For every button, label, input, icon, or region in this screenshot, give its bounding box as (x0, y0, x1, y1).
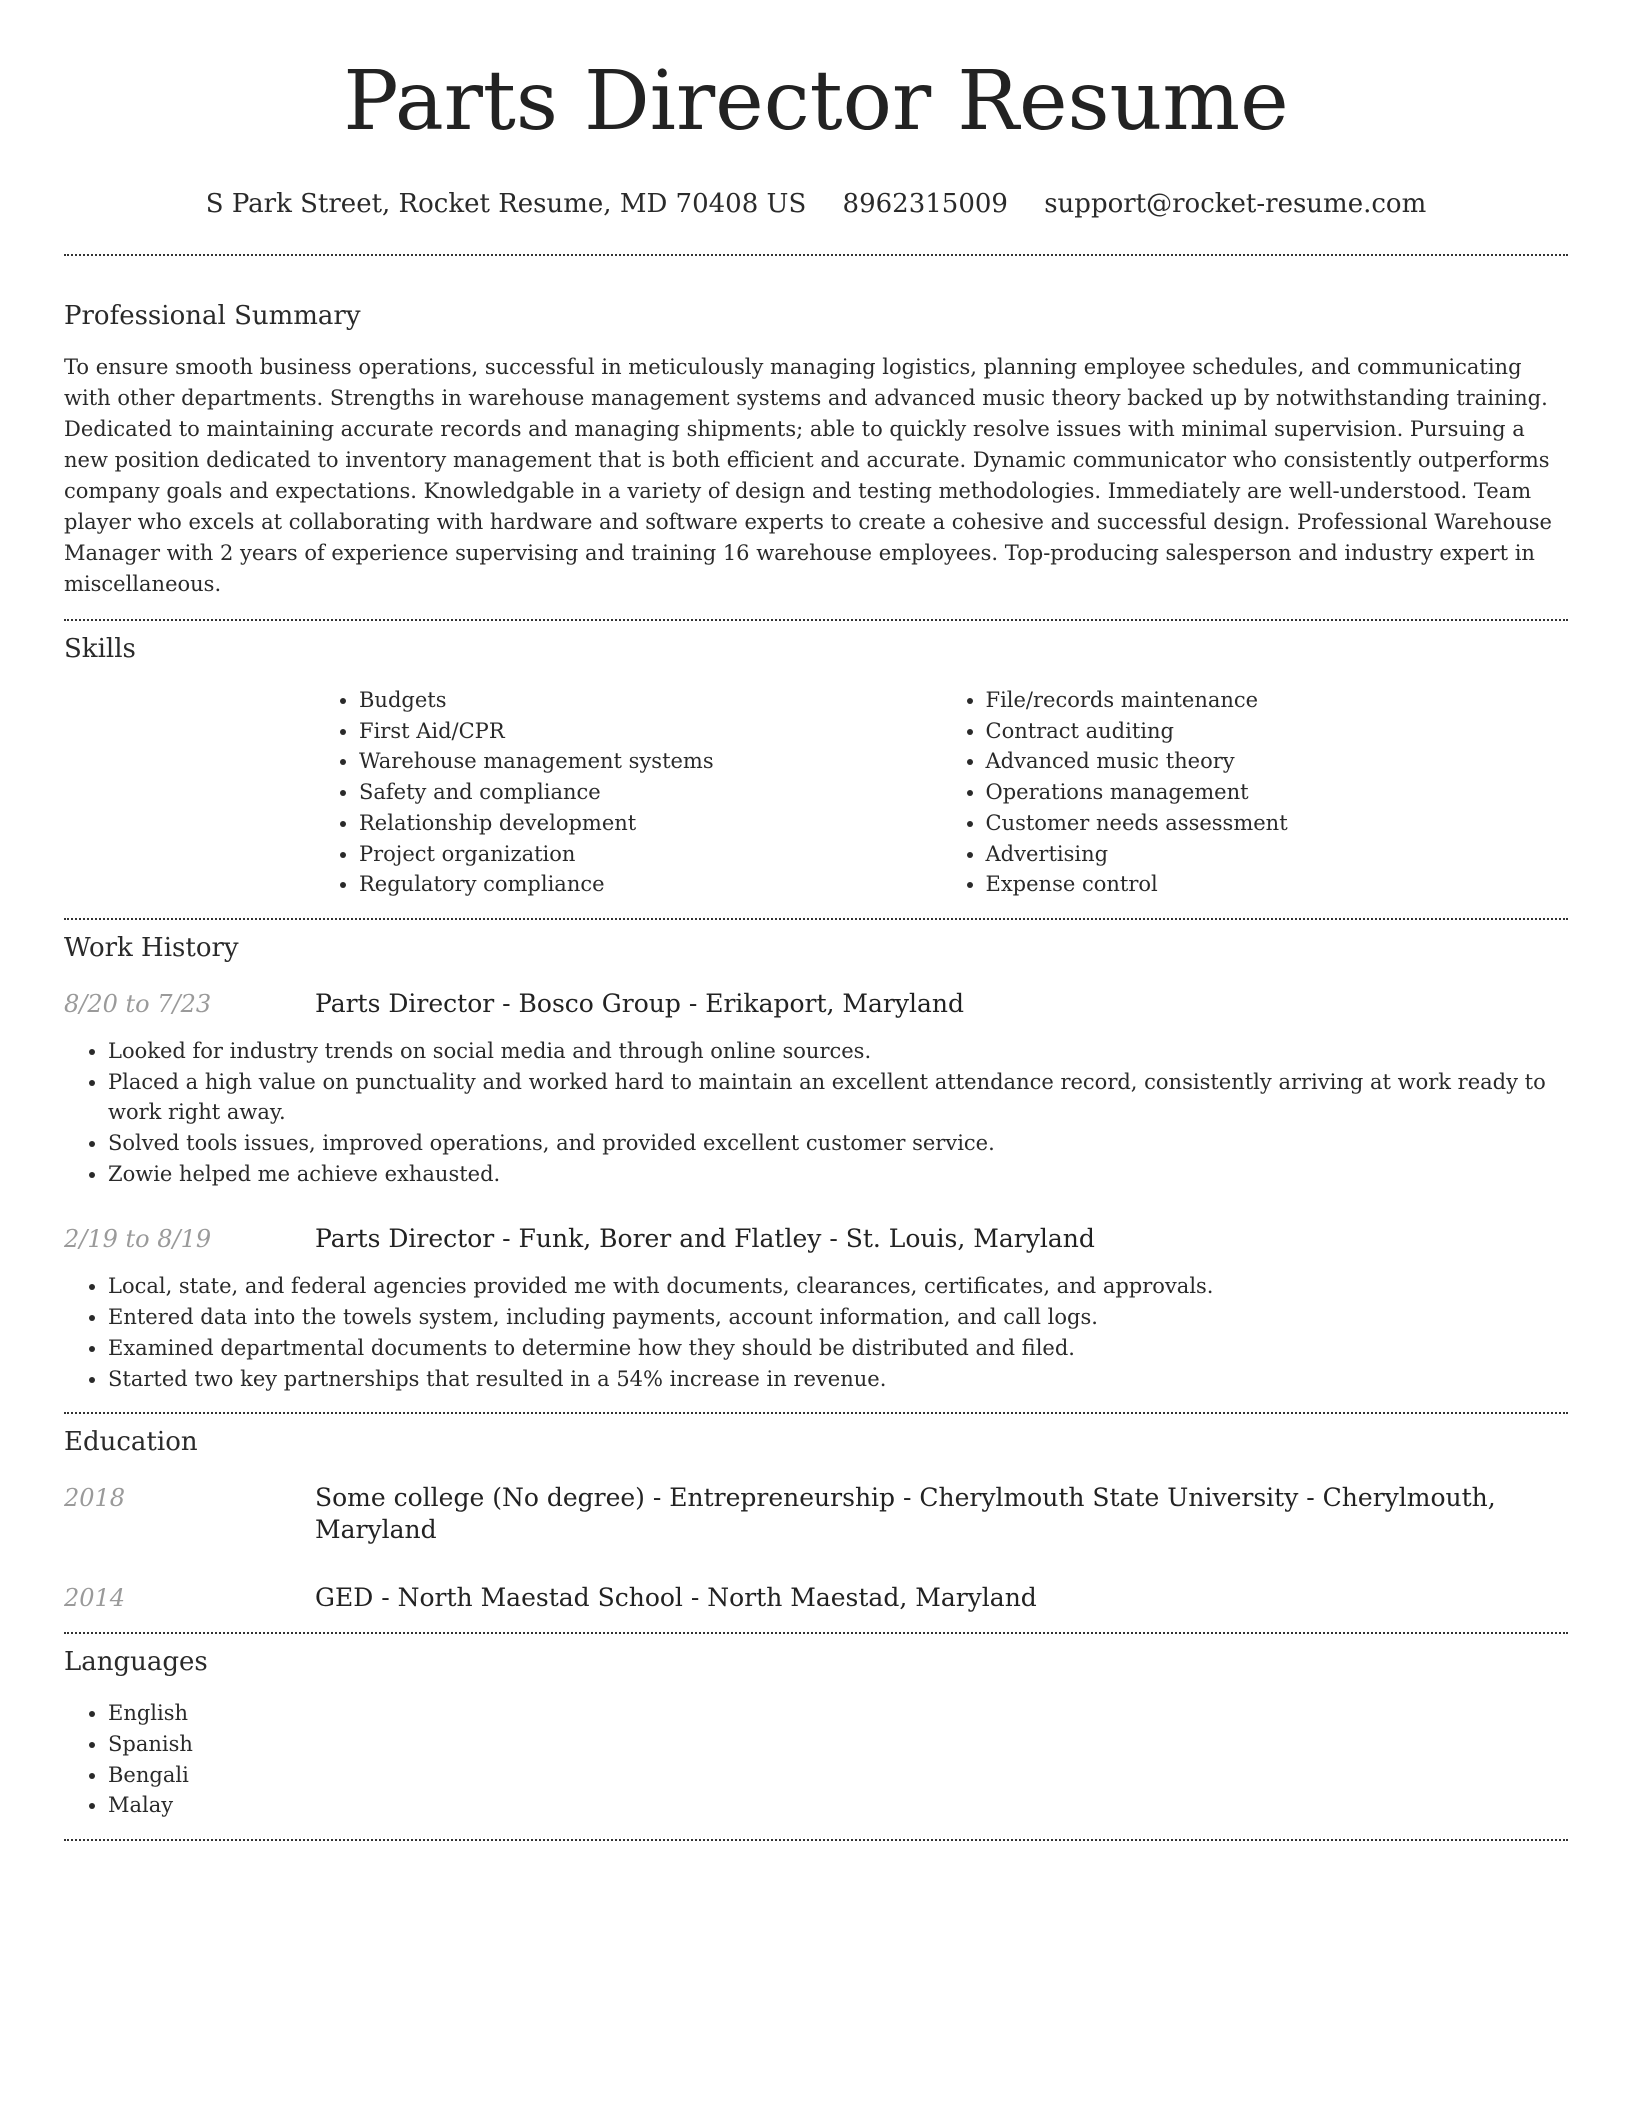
job-header (64, 1223, 1568, 1255)
education-text: Some college (No degree) - Entrepreneurship - Cherylmouth State University - Cherylmouth, Maryland (315, 1483, 1496, 1545)
skill-item: • Project organization (359, 839, 942, 870)
section-divider (64, 1412, 1568, 1414)
languages-section (64, 1646, 1568, 1821)
languages-list (64, 1698, 1568, 1821)
job-title: Parts Director - Bosco Group - Erikaport, Maryland (315, 988, 964, 1018)
job-entry (64, 988, 1568, 1190)
skills-section (64, 633, 1568, 900)
skills-heading: Skills (64, 634, 136, 664)
job-bullet: • Started two key partnerships that resulted in a 54% increase in revenue. (108, 1364, 1568, 1395)
skills-columns (315, 685, 1568, 900)
section-divider (64, 918, 1568, 920)
skill-item: • Relationship development (359, 808, 942, 839)
job-bullet: • Entered data into the towels system, including payments, account information, and call logs. (108, 1302, 1568, 1333)
language-item: • Spanish (108, 1729, 1568, 1760)
job-bullet: • Solved tools issues, improved operations, and provided excellent customer service. (108, 1128, 1568, 1159)
job-bullets (64, 1271, 1568, 1394)
education-entry (64, 1582, 1568, 1614)
language-item: • English (108, 1698, 1568, 1729)
contact-email: support@rocket-resume.com (1044, 189, 1427, 219)
resume-title: Parts Director Resume (343, 54, 1289, 149)
education-heading: Education (64, 1427, 198, 1458)
skill-item: • Advertising (986, 839, 1569, 870)
education-text: GED - North Maestad School - North Maestad, Maryland (315, 1583, 1037, 1613)
language-item: • Bengali (108, 1760, 1568, 1791)
skills-list-right (942, 685, 1569, 900)
skill-item: • Regulatory compliance (359, 869, 942, 900)
job-bullets (64, 1036, 1568, 1190)
education-section (64, 1426, 1568, 1614)
contact-line (64, 188, 1568, 220)
education-year: 2014 (64, 1584, 126, 1613)
skill-item: • Budgets (359, 685, 942, 716)
summary-heading: Professional Summary (64, 301, 361, 331)
job-bullet: • Looked for industry trends on social media and through online sources. (108, 1036, 1568, 1067)
skill-item: • Contract auditing (986, 716, 1569, 747)
section-divider (64, 619, 1568, 621)
skill-item: • First Aid/CPR (359, 716, 942, 747)
contact-address: S Park Street, Rocket Resume, MD 70408 US (205, 189, 807, 219)
job-header (64, 988, 1568, 1020)
job-dates: 2/19 to 8/19 (64, 1225, 212, 1254)
work-heading: Work History (64, 932, 239, 963)
job-bullet: • Zowie helped me achieve exhausted. (108, 1159, 1568, 1190)
summary-section (64, 300, 1568, 600)
education-year: 2018 (64, 1484, 126, 1513)
skill-item: • Operations management (986, 777, 1569, 808)
skill-item: • File/records maintenance (986, 685, 1569, 716)
summary-text: To ensure smooth business operations, successful in meticulously managing logistics, planning employee schedules, and communicating with other departments. Strengths in warehouse management systems and advanced music theory backed up by notwithstanding training. Dedicated to maintaining accurate records and managing shipments; able to quickly resolve issues with minimal supervision. Pursuing a new position dedicated to inventory management that is both efficient and accurate. Dynamic communicator who consistently outperforms company goals and expectations. Knowledgable in a variety of design and testing methodologies. Immediately are well-understood. Team player who excels at collaborating with hardware and software experts to create a cohesive and successful design. Professional Warehouse Manager with 2 years of experience supervising and training 16 warehouse employees. Top-producing salesperson and industry expert in miscellaneous. (64, 355, 1552, 596)
job-entry (64, 1223, 1568, 1394)
job-bullet: • Examined departmental documents to determine how they should be distributed and filed. (108, 1333, 1568, 1364)
skill-item: • Expense control (986, 869, 1569, 900)
skills-list-left (315, 685, 942, 900)
languages-heading: Languages (64, 1647, 208, 1678)
contact-phone: 8962315009 (842, 189, 1008, 219)
education-entry (64, 1482, 1568, 1546)
job-bullet: • Local, state, and federal agencies provided me with documents, clearances, certificates, and approvals. (108, 1271, 1568, 1302)
section-divider (64, 1632, 1568, 1634)
job-dates: 8/20 to 7/23 (64, 989, 212, 1018)
language-item: • Malay (108, 1790, 1568, 1821)
section-divider (64, 1839, 1568, 1841)
skill-item: • Customer needs assessment (986, 808, 1569, 839)
work-section (64, 932, 1568, 1394)
job-title: Parts Director - Funk, Borer and Flatley - St. Louis, Maryland (315, 1224, 1095, 1254)
job-bullet: • Placed a high value on punctuality and worked hard to maintain an excellent attendance record, consistently arriving at work ready to work right away. (108, 1067, 1568, 1128)
section-divider (64, 254, 1568, 256)
skill-item: • Warehouse management systems (359, 746, 942, 777)
skill-item: • Advanced music theory (986, 746, 1569, 777)
skill-item: • Safety and compliance (359, 777, 942, 808)
